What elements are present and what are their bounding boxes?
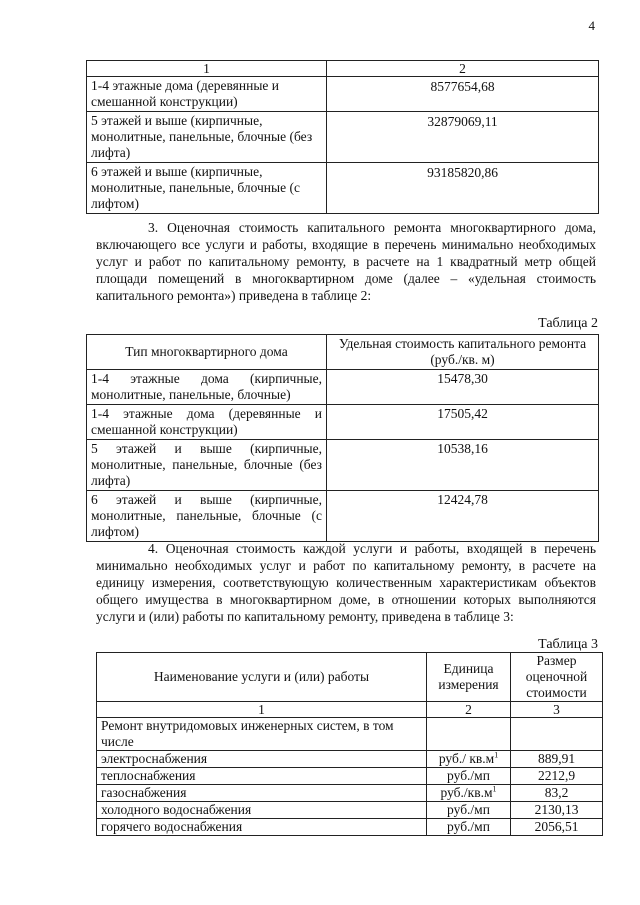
unit — [427, 785, 511, 802]
unit — [427, 802, 511, 819]
cost-value: 8577654,68 — [327, 77, 599, 112]
column-header: Размер оценочной стоимости — [511, 653, 603, 702]
column-header: Удельная стоимость капитального ремонта (руб./кв. м) — [327, 335, 599, 370]
unit — [427, 751, 511, 768]
unit-text: руб./мп — [447, 802, 490, 817]
table-row — [97, 718, 603, 751]
unit-text: руб./ кв.м — [438, 751, 495, 766]
unit-footnote: 1 — [494, 750, 499, 760]
column-header: Единица измерения — [427, 653, 511, 702]
page-number: 4 — [588, 18, 595, 33]
unit — [427, 819, 511, 836]
table-row — [97, 785, 603, 802]
cost-value: 2212,9 — [511, 768, 603, 785]
column-number: 1 — [87, 61, 327, 77]
service-name: теплоснабжения — [97, 768, 427, 785]
unit-cost: 12424,78 — [327, 491, 599, 542]
cost-value: 93185820,86 — [327, 163, 599, 214]
group-label: Ремонт внутридомовых инженерных систем, в том числе — [97, 718, 427, 751]
paragraph-4: 4. Оценочная стоимость каждой услуги и работы, входящей в перечень минимально необходимых услуг и работ по капитальному ремонту, в расчете на единицу измерения, соответствующую количественным характеристикам объектов общего имущества в многоквартирном доме, в отношении которых выполняются услуги и (или) работы по капитальному ремонту, приведена в таблице 3: — [96, 541, 596, 624]
table-header-row — [87, 335, 599, 370]
unit-text: руб./мп — [447, 768, 490, 783]
column-number: 2 — [427, 702, 511, 718]
table-row — [97, 768, 603, 785]
unit-text: руб./кв.м — [440, 785, 493, 800]
table-2-caption: Таблица 2 — [538, 316, 598, 331]
empty-cell — [427, 718, 511, 751]
table-2 — [86, 334, 599, 542]
table-row — [87, 405, 599, 440]
table-header-row — [87, 61, 599, 77]
table-3-caption: Таблица 3 — [538, 637, 598, 652]
table-row — [97, 819, 603, 836]
unit-cost: 15478,30 — [327, 370, 599, 405]
table-row — [87, 163, 599, 214]
unit-cost: 17505,42 — [327, 405, 599, 440]
service-name: холодного водоснабжения — [97, 802, 427, 819]
column-header: Наименование услуги и (или) работы — [97, 653, 427, 702]
empty-cell — [511, 718, 603, 751]
unit — [427, 768, 511, 785]
table-3 — [96, 652, 603, 836]
house-type: 6 этажей и выше (кирпичные, монолитные, панельные, блочные (с лифтом) — [87, 163, 327, 214]
cost-value: 2130,13 — [511, 802, 603, 819]
house-type: 5 этажей и выше (кирпичные, монолитные, панельные, блочные (без лифта) — [87, 112, 327, 163]
cost-value: 889,91 — [511, 751, 603, 768]
paragraph-3: 3. Оценочная стоимость капитального ремонта многоквартирного дома, включающего все услуги и работы, входящие в перечень минимально необходимых услуг и работ по капитальному ремонту, в расчете на 1 квадратный метр общей площади помещений в многоквартирном доме (далее – «удельная стоимость капитального ремонта») приведена в таблице 2: — [96, 220, 596, 303]
house-type: 1-4 этажные дома (деревянные и смешанной конструкции) — [87, 77, 327, 112]
table-header-row — [97, 653, 603, 702]
table-row — [87, 370, 599, 405]
house-type: 1-4 этажные дома (кирпичные, монолитные, панельные, блочные) — [87, 370, 327, 405]
table-row — [97, 751, 603, 768]
unit-cost: 10538,16 — [327, 440, 599, 491]
cost-value: 83,2 — [511, 785, 603, 802]
house-type: 6 этажей и выше (кирпичные, монолитные, панельные, блочные (с лифтом) — [87, 491, 327, 542]
table-row — [87, 112, 599, 163]
service-name: горячего водоснабжения — [97, 819, 427, 836]
column-number: 1 — [97, 702, 427, 718]
unit-footnote: 1 — [492, 784, 497, 794]
column-number: 3 — [511, 702, 603, 718]
column-header: Тип многоквартирного дома — [87, 335, 327, 370]
table-1-continuation — [86, 60, 599, 214]
cost-value: 2056,51 — [511, 819, 603, 836]
table-row — [87, 77, 599, 112]
unit-text: руб./мп — [447, 819, 490, 834]
house-type: 5 этажей и выше (кирпичные, монолитные, панельные, блочные (без лифта) — [87, 440, 327, 491]
cost-value: 32879069,11 — [327, 112, 599, 163]
service-name: газоснабжения — [97, 785, 427, 802]
table-row — [97, 802, 603, 819]
column-number-row — [97, 702, 603, 718]
service-name: электроснабжения — [97, 751, 427, 768]
table-row — [87, 440, 599, 491]
column-number: 2 — [327, 61, 599, 77]
house-type: 1-4 этажные дома (деревянные и смешанной конструкции) — [87, 405, 327, 440]
table-row — [87, 491, 599, 542]
